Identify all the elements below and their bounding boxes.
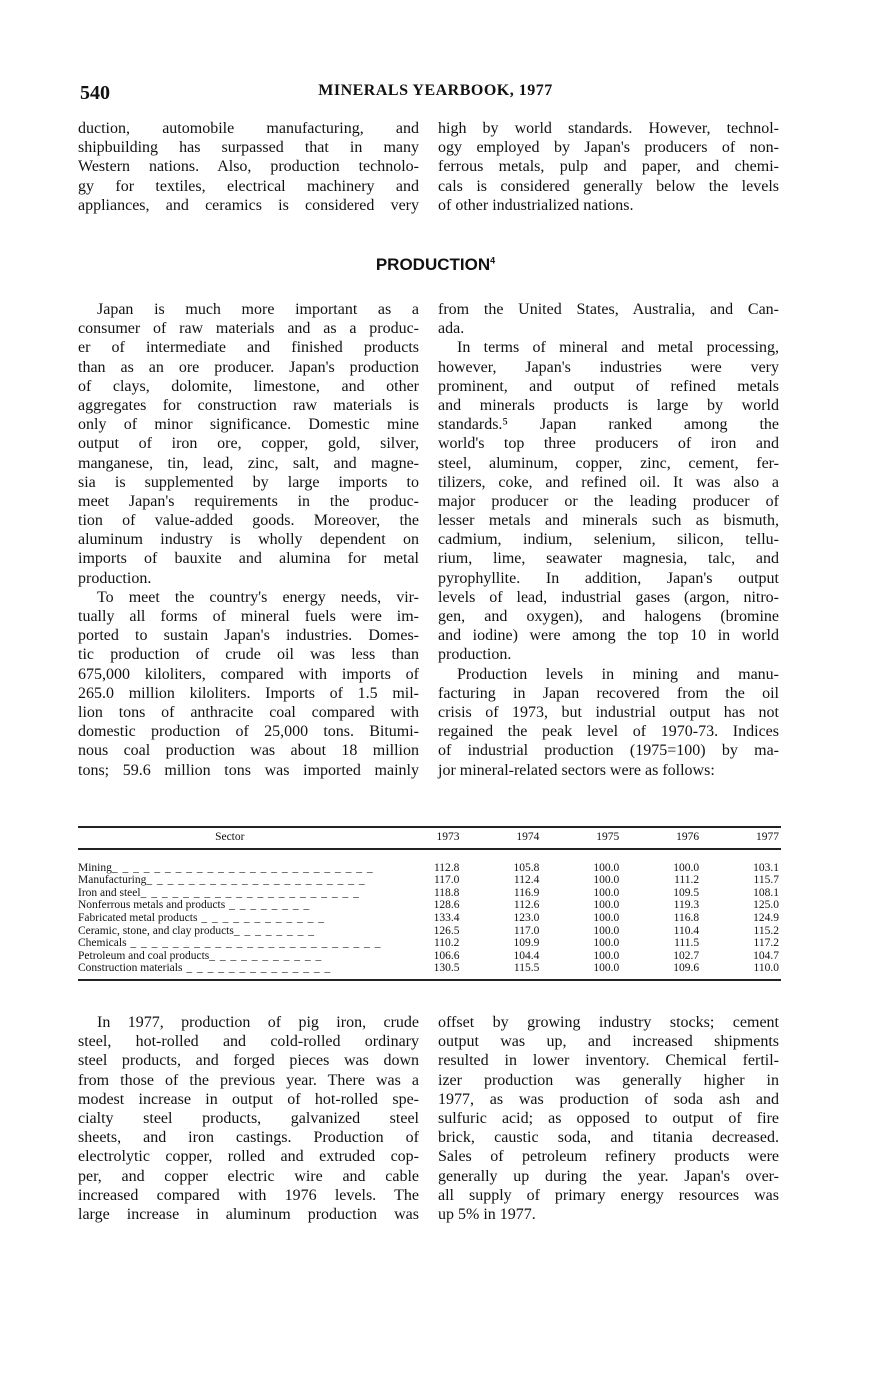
text-line: Production levels in mining and manu- <box>457 665 779 683</box>
text-line: standards.⁵ Japan ranked among the <box>438 416 779 434</box>
text-line: generally up during the year. Japan's over- <box>438 1167 779 1185</box>
text-line: regained the peak level of 1970-73. Indices <box>438 723 779 741</box>
text-line: prominent, and output of refined metals <box>438 377 779 395</box>
value-cell: 115.7 <box>753 874 779 887</box>
column-header-1973: 1973 <box>382 827 462 849</box>
paragraph <box>78 588 419 780</box>
column-header-1976: 1976 <box>621 827 701 849</box>
text-line: resulted in lower inventory. Chemical fertil- <box>438 1052 779 1070</box>
text-line: tic production of crude oil was less than <box>78 646 419 664</box>
value-cell: 110.0 <box>753 962 779 975</box>
value-cell: 112.4 <box>513 874 540 887</box>
text-line: 1977, as was production of soda ash and <box>438 1090 779 1108</box>
value-cell: 104.4 <box>513 949 540 962</box>
column-header-sector: Sector <box>78 827 382 849</box>
leader-dots: _ _ _ _ _ _ _ _ _ _ _ _ _ _ _ _ _ _ _ _ _ <box>140 886 360 899</box>
text-line: only of minor significance. Domestic mine <box>78 416 419 434</box>
leader-dots: _ _ _ _ _ _ _ _ _ _ _ _ _ _ _ _ _ _ _ _ _ _ _ _ <box>126 937 382 950</box>
paragraph <box>78 300 419 588</box>
sector-name: Manufacturing <box>78 874 147 887</box>
middle-left-column <box>78 300 419 780</box>
text-line: cals is considered generally below the levels <box>438 177 779 195</box>
text-line: all supply of primary energy resources was <box>438 1186 779 1204</box>
text-line: Japan is much more important as a <box>97 301 419 318</box>
sector-name: Nonferrous metals and products <box>78 899 226 912</box>
text-line: steel, aluminum, copper, zinc, cement, fer- <box>438 454 779 472</box>
text-line: and iodine) were among the top 10 in world <box>438 627 779 645</box>
value-cell: 108.1 <box>753 886 779 899</box>
value-cell: 116.9 <box>513 886 540 899</box>
sector-cell <box>78 887 382 900</box>
table-row <box>78 950 781 963</box>
bottom-left-column <box>78 1013 419 1224</box>
value-cell: 116.8 <box>673 911 700 924</box>
table-row <box>78 887 781 900</box>
sector-name: Fabricated metal products <box>78 911 198 924</box>
text-line: of clays, dolomite, limestone, and other <box>78 377 419 395</box>
text-line: appliances, and ceramics is considered very <box>78 196 419 214</box>
table-row <box>78 962 781 980</box>
middle-right-column <box>438 300 779 780</box>
text-line: offset by growing industry stocks; cement <box>438 1014 779 1031</box>
sector-name: Petroleum and coal products <box>78 949 210 962</box>
section-heading-text: PRODUCTION <box>375 255 491 274</box>
text-line: ferrous metals, pulp and paper, and chemi- <box>438 158 779 176</box>
text-line: output of iron ore, copper, gold, silver, <box>78 435 419 453</box>
text-line: jor mineral-related sectors were as follows: <box>438 761 715 779</box>
text-line: gen, and oxygen), and halogens (bromine <box>438 608 779 625</box>
text-line: electrolytic copper, rolled and extruded cop- <box>78 1148 419 1166</box>
text-line: rium, lime, seawater magnesia, talc, and <box>438 550 779 568</box>
value-cell: 110.2 <box>433 937 460 950</box>
value-cell: 100.0 <box>593 911 620 924</box>
value-cell: 118.8 <box>433 886 460 899</box>
text-line: cialty steel products, galvanized steel <box>78 1109 419 1127</box>
column-header-1974: 1974 <box>461 827 541 849</box>
value-cell: 117.2 <box>753 937 779 950</box>
leader-dots: _ _ _ _ _ _ _ _ <box>225 899 311 912</box>
text-line: and minerals products is large by world <box>438 396 779 414</box>
text-line: 265.0 million kiloliters. Imports of 1.5 mil- <box>78 684 419 702</box>
text-line: To meet the country's energy needs, vir- <box>97 588 419 606</box>
value-cell: 115.2 <box>753 924 779 937</box>
value-cell: 128.6 <box>433 899 460 912</box>
sector-name: Ceramic, stone, and clay products <box>78 924 234 937</box>
text-line: production. <box>78 569 152 587</box>
text-line: high by world standards. However, technol- <box>438 120 779 137</box>
sector-cell <box>78 925 382 938</box>
text-line: major producer or the leading producer of <box>438 492 779 510</box>
text-line: production. <box>438 646 512 664</box>
value-cell: 100.0 <box>673 861 700 874</box>
value-cell: 119.3 <box>673 899 700 912</box>
table-row <box>78 912 781 925</box>
value-cell: 133.4 <box>433 911 460 924</box>
text-line: large increase in aluminum production was <box>78 1205 419 1223</box>
top-right-column <box>438 119 779 215</box>
text-line: nous coal production was about 18 million <box>78 742 419 760</box>
value-cell: 124.9 <box>753 911 779 924</box>
text-line: aggregates for construction raw materials is <box>78 396 419 414</box>
sector-name: Construction materials <box>78 962 183 975</box>
value-cell: 125.0 <box>753 899 779 912</box>
value-cell: 100.0 <box>593 861 620 874</box>
text-line: manganese, tin, lead, zinc, salt, and magne- <box>78 454 419 472</box>
text-line: world's top three producers of iron and <box>438 435 779 453</box>
sector-name: Chemicals <box>78 937 127 950</box>
table-row <box>78 849 781 875</box>
text-line: steel products, and forged pieces was down <box>78 1052 419 1070</box>
value-cell: 106.6 <box>433 949 460 962</box>
text-line: er of intermediate and finished products <box>78 339 419 357</box>
sector-name: Iron and steel <box>78 886 141 899</box>
sector-cell <box>78 874 382 887</box>
text-line: In 1977, production of pig iron, crude <box>97 1014 419 1031</box>
value-cell: 100.0 <box>593 899 620 912</box>
text-line: tilizers, coke, and refined oil. It was also a <box>438 473 779 491</box>
production-indices-table <box>78 826 781 981</box>
value-cell: 109.5 <box>673 886 700 899</box>
text-line: Sales of petroleum refinery products were <box>438 1148 779 1166</box>
text-line: lion tons of anthracite coal compared with <box>78 703 419 721</box>
text-line: per, and copper electric wire and cable <box>78 1167 419 1185</box>
text-line: facturing in Japan recovered from the oil <box>438 684 779 702</box>
leader-dots: _ _ _ _ _ _ _ _ <box>233 924 315 937</box>
text-line: sheets, and iron castings. Production of <box>78 1129 419 1147</box>
value-cell: 111.2 <box>674 874 700 887</box>
sector-cell <box>78 950 382 963</box>
text-line: izer production was generally higher in <box>438 1071 779 1089</box>
value-cell: 109.9 <box>513 937 540 950</box>
text-line: gy for textiles, electrical machinery and <box>78 177 419 195</box>
text-line: 675,000 kiloliters, compared with imports of <box>78 665 419 683</box>
text-line: consumer of raw materials and as a produc- <box>78 320 419 338</box>
paragraph <box>438 119 779 215</box>
table-row <box>78 925 781 938</box>
text-line: however, Japan's industries were very <box>438 358 779 376</box>
text-line: up 5% in 1977. <box>438 1205 536 1223</box>
paragraph <box>438 665 779 780</box>
table-row <box>78 874 781 887</box>
value-cell: 130.5 <box>433 962 460 975</box>
footnote-ref: 4 <box>490 255 496 266</box>
text-line: ported to sustain Japan's industries. Domes- <box>78 627 419 645</box>
paragraph <box>78 119 419 215</box>
table-header-row <box>78 827 781 849</box>
section-heading <box>0 255 871 275</box>
value-cell: 115.5 <box>513 962 540 975</box>
paragraph <box>78 1013 419 1224</box>
value-cell: 105.8 <box>513 861 540 874</box>
value-cell: 100.0 <box>593 886 620 899</box>
sector-cell <box>78 962 382 980</box>
text-line: increased compared with 1976 levels. The <box>78 1186 419 1204</box>
value-cell: 100.0 <box>593 937 620 950</box>
text-line: cadmium, indium, selenium, silicon, tellu- <box>438 531 779 549</box>
leader-dots: _ _ _ _ _ _ _ _ _ _ _ _ _ _ _ _ _ _ _ _ _ _ _ _ _ <box>111 861 374 874</box>
text-line: pyrophyllite. In addition, Japan's output <box>438 569 779 587</box>
paragraph <box>438 338 779 664</box>
text-line: sulfuric acid; as opposed to output of fire <box>438 1109 779 1127</box>
value-cell: 110.4 <box>673 924 700 937</box>
sector-cell <box>78 937 382 950</box>
leader-dots: _ _ _ _ _ _ _ _ _ _ _ _ _ _ _ _ _ _ _ _ _ <box>146 874 366 887</box>
leader-dots: _ _ _ _ _ _ _ _ _ _ _ _ <box>197 911 325 924</box>
value-cell: 109.6 <box>673 962 700 975</box>
column-header-1975: 1975 <box>541 827 621 849</box>
top-left-column <box>78 119 419 215</box>
value-cell: 123.0 <box>513 911 540 924</box>
value-cell: 112.6 <box>513 899 540 912</box>
running-title: MINERALS YEARBOOK, 1977 <box>318 82 553 99</box>
text-line: of industrial production (1975=100) by ma- <box>438 742 779 760</box>
table-row <box>78 899 781 912</box>
value-cell: 100.0 <box>593 924 620 937</box>
sector-name: Mining <box>78 861 112 874</box>
paragraph <box>438 1013 779 1224</box>
text-line: shipbuilding has surpassed that in many <box>78 139 419 157</box>
text-line: Western nations. Also, production technolo- <box>78 158 419 176</box>
value-cell: 104.7 <box>753 949 779 962</box>
value-cell: 117.0 <box>433 874 460 887</box>
sector-cell <box>78 849 382 875</box>
text-line: of other industrialized nations. <box>438 196 634 214</box>
value-cell: 100.0 <box>593 874 620 887</box>
text-line: tually all forms of mineral fuels were im- <box>78 608 419 625</box>
text-line: sia is supplemented by large imports to <box>78 473 419 491</box>
text-line: tons; 59.6 million tons was imported mainly <box>78 761 419 779</box>
text-line: crisis of 1973, but industrial output has not <box>438 703 779 721</box>
page-number: 540 <box>80 82 110 104</box>
bottom-right-column <box>438 1013 779 1224</box>
text-line: domestic production of 25,000 tons. Bitumi- <box>78 723 419 741</box>
value-cell: 111.5 <box>674 937 700 950</box>
value-cell: 117.0 <box>513 924 540 937</box>
text-line: ada. <box>438 320 465 338</box>
value-cell: 102.7 <box>673 949 700 962</box>
sector-cell <box>78 912 382 925</box>
paragraph <box>438 300 779 338</box>
text-line: output was up, and increased shipments <box>438 1033 779 1051</box>
leader-dots: _ _ _ _ _ _ _ _ _ _ _ <box>209 949 323 962</box>
text-line: levels of lead, industrial gases (argon, nitro- <box>438 588 779 606</box>
value-cell: 126.5 <box>433 924 460 937</box>
text-line: steel, hot-rolled and cold-rolled ordinary <box>78 1033 419 1051</box>
text-line: imports of bauxite and alumina for metal <box>78 550 419 568</box>
table-row <box>78 937 781 950</box>
text-line: lesser metals and minerals such as bismuth, <box>438 512 779 530</box>
text-line: modest increase in output of hot-rolled spe- <box>78 1090 419 1108</box>
text-line: aluminum industry is wholly dependent on <box>78 531 419 549</box>
value-cell: 100.0 <box>593 962 620 975</box>
text-line: brick, caustic soda, and titania decreased. <box>438 1129 779 1147</box>
sector-cell <box>78 899 382 912</box>
text-line: In terms of mineral and metal processing, <box>457 339 779 357</box>
value-cell: 103.1 <box>753 861 779 874</box>
text-line: duction, automobile manufacturing, and <box>78 120 419 137</box>
leader-dots: _ _ _ _ _ _ _ _ _ _ _ _ _ _ <box>182 962 332 975</box>
value-cell: 112.8 <box>433 861 460 874</box>
text-line: from the United States, Australia, and Can- <box>438 301 779 318</box>
text-line: than as an ore producer. Japan's production <box>78 358 419 376</box>
text-line: meet Japan's requirements in the produc- <box>78 492 419 510</box>
value-cell: 100.0 <box>593 949 620 962</box>
text-line: ogy employed by Japan's producers of non- <box>438 139 779 157</box>
text-line: from those of the previous year. There was a <box>78 1071 419 1089</box>
column-header-1977: 1977 <box>701 827 781 849</box>
text-line: tion of value-added goods. Moreover, the <box>78 512 419 530</box>
